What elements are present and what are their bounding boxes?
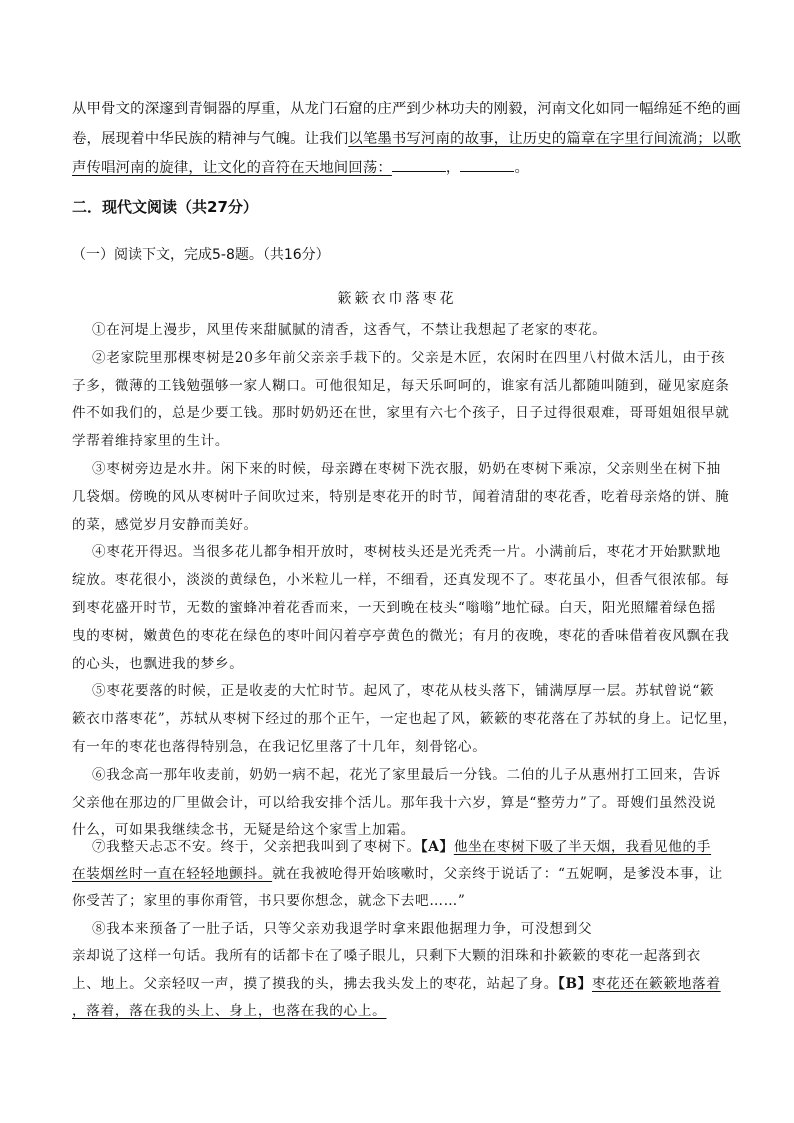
- underlined-sentence-a-cont: 在装烟丝时一直在轻轻地颤抖。: [72, 866, 273, 882]
- article-line: 到枣花盛开时节，无数的蜜蜂冲着花香而来，一天到晚在枝头“嗡嗡”地忙碌。白天，阳光照耀着绿色摇: [72, 600, 717, 616]
- article-title: 簌簌衣巾落枣花: [337, 291, 457, 307]
- subsection-heading: （一）阅读下文，完成5-8题。（共16分）: [72, 247, 330, 263]
- article-line: ④枣花开得迟。当很多花儿都争相开放时，枣树枝头还是光秃秃一片。小满前后，枣花才开始默默地: [92, 544, 721, 561]
- marker-a: 【A】: [420, 839, 454, 855]
- answer-blank-1[interactable]: [392, 157, 446, 172]
- article-line: 有一年的枣花也落得特别急，在我记忆里落了十几年，刻骨铭心。: [72, 739, 487, 755]
- intro-line-3: [72, 156, 722, 177]
- article-line: 曳的枣树，嫩黄色的枣花在绿色的枣叶间闪着亭亭黄色的微光；有月的夜晚，枣花的香味借着夜风飘在我: [72, 627, 730, 644]
- article-line: 的心头，也飘进我的梦乡。: [72, 655, 244, 672]
- article-line: ②老家院里那棵枣树是20多年前父亲亲手栽下的。父亲是木匠，农闲时在四里八村做木活儿，由于孩: [92, 349, 726, 366]
- text: 上、地上。父亲轻叹一声，摸了摸我的头，拂去我头发上的枣花，站起了身。: [72, 976, 558, 992]
- article-line: 子多，微薄的工钱勉强够一家人糊口。可他很知足，每天乐呵呵的，谁家有活儿都随叫随到，碰见家庭条: [72, 377, 730, 394]
- intro-text: 卷，展现着中华民族的精神与气魄。让我们: [72, 131, 349, 147]
- underlined-sentence-b: 枣花还在簌簌地落着: [591, 976, 721, 992]
- article-line: 件不如我们的，总是少要工钱。那时奶奶还在世，家里有六七个孩子，日子过得很艰难，哥哥姐姐很早就: [72, 405, 730, 422]
- article-line: ⑥我念高一那年收麦前，奶奶一病不起，花光了家里最后一分钱。二伯的儿子从惠州打工回来，告诉: [92, 766, 721, 783]
- article-line-p8-3: [72, 972, 722, 992]
- underlined-text: 以笔墨书写河南的故事，让历史的篇章在字里行间流淌；以歌: [348, 131, 741, 147]
- article-line-p7-3: 你受苦了；家里的事你甭管，书只要你想念，就念下去吧……”: [72, 893, 466, 909]
- section-heading: 二．现代文阅读（共27分）: [72, 198, 258, 216]
- article-line: 簌衣巾落枣花”，苏轼从枣树下经过的那个正午，一定也起了风，簌簌的枣花落在了苏轼的身上。记忆里，: [72, 711, 738, 728]
- article-line: 什么，可如果我继续念书，无疑是给这个家雪上加霜。: [72, 822, 416, 839]
- article-line: ⑤枣花要落的时候，正是收麦的大忙时节。起风了，枣花从枝头落下，铺满厚厚一层。苏轼曾说“簌: [92, 683, 715, 700]
- text: 就在我被呛得开始咳嗽时，父亲终于说话了：“五妮啊，是爹没本事，让: [272, 866, 723, 882]
- underlined-text: 声传唱河南的旋律，让文化的音符在天地间回荡：: [72, 160, 392, 176]
- article-line: ③枣树旁边是水井。闲下来的时候，母亲蹲在枣树下洗衣服，奶奶在枣树下乘凉，父亲则坐在树下抽: [92, 461, 721, 477]
- underlined-sentence-b-cont: ，落着，落在我的头上、身上，也落在我的心上。: [72, 1003, 387, 1019]
- article-line: 绽放。枣花很小，淡淡的黄绿色，小米粒儿一样，不细看，还真发现不了。枣花虽小，但香气很浓郁。每: [72, 572, 730, 589]
- article-line-p8-4: [72, 999, 722, 1019]
- comma: ，: [445, 160, 461, 176]
- underlined-sentence-a: 他坐在枣树下吸了半天烟，我看见他的手: [453, 839, 712, 855]
- article-line: 的菜，感觉岁月安静而美好。: [72, 516, 258, 533]
- article-line: 几袋烟。傍晚的风从枣树叶子间吹过来，特别是枣花开的时节，闻着清甜的枣花香，吃着母亲烙的饼、腌: [72, 488, 730, 505]
- intro-line-2: [72, 127, 741, 148]
- article-line: 学帮着维持家里的生计。: [72, 433, 230, 450]
- period: 。: [514, 160, 529, 176]
- text: ⑦我整天忐忑不安。终于，父亲把我叫到了枣树下。: [92, 839, 421, 855]
- intro-line-1: 从甲骨文的深邃到青铜器的厚重，从龙门石窟的庄严到少林功夫的刚毅，河南文化如同一幅绵延不绝的画: [72, 101, 741, 117]
- answer-blank-2[interactable]: [460, 157, 514, 172]
- article-line-p7-1: [72, 835, 742, 855]
- article-line: 父亲他在那边的厂里做会计，可以给我安排个活儿。那年我十六岁，算是“整劳力”了。哥嫂们虽然没说: [72, 794, 717, 811]
- marker-b: 【B】: [558, 976, 592, 992]
- article-line-p8-1: ⑧我本来预备了一肚子话，只等父亲劝我退学时拿来跟他据理力争，可没想到父: [92, 921, 593, 937]
- article-line: ①在河堤上漫步，风里传来甜腻腻的清香，这香气，不禁让我想起了老家的枣花。: [92, 322, 607, 338]
- article-line-p7-2: [72, 862, 722, 882]
- article-line-p8-2: 亲却说了这样一句话。我所有的话都卡在了嗓子眼儿，只剩下大颗的泪珠和扑簌簌的枣花一起落到衣: [72, 948, 701, 964]
